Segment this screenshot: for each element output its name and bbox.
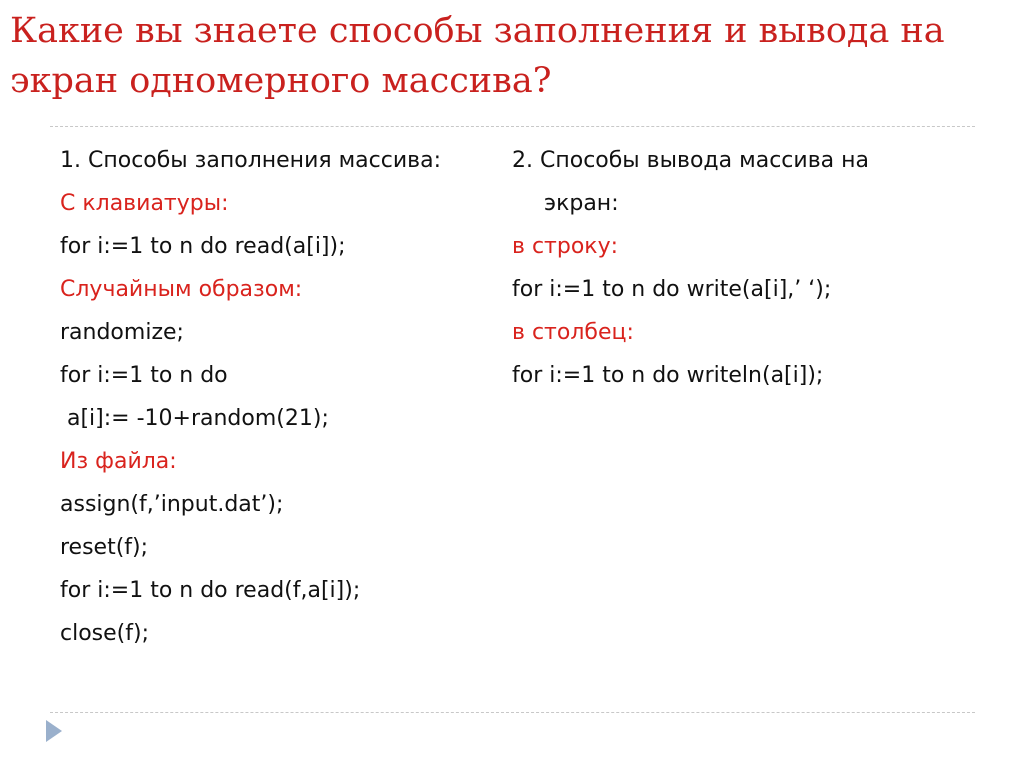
column-output-code: for i:=1 to n do writeln(a[i]); bbox=[512, 363, 824, 388]
file-code-line-2: reset(f); bbox=[60, 535, 149, 560]
file-code-line-1: assign(f,’input.dat’); bbox=[60, 492, 284, 517]
random-code-line-3: a[i]:= -10+random(21); bbox=[60, 406, 329, 431]
output-methods-column bbox=[512, 146, 952, 404]
row-output-label: в строку: bbox=[512, 234, 619, 259]
random-code-line-1: randomize; bbox=[60, 320, 184, 345]
column-output-label: в столбец: bbox=[512, 320, 634, 345]
output-methods-heading: 2. Способы вывода массива на bbox=[512, 148, 869, 173]
keyboard-code: for i:=1 to n do read(a[i]); bbox=[60, 234, 346, 259]
triangle-right-icon[interactable] bbox=[46, 720, 62, 742]
fill-methods-column bbox=[60, 146, 490, 662]
top-divider bbox=[50, 126, 975, 127]
file-code-line-3: for i:=1 to n do read(f,a[i]); bbox=[60, 578, 361, 603]
fill-methods-heading: 1. Способы заполнения массива: bbox=[60, 148, 442, 173]
slide-title: Какие вы знаете способы заполнения и вывода на экран одномерного массива? bbox=[10, 11, 945, 101]
random-label: Случайным образом: bbox=[60, 277, 303, 302]
keyboard-label: С клавиатуры: bbox=[60, 191, 229, 216]
random-code-line-2: for i:=1 to n do bbox=[60, 363, 228, 388]
row-output-code: for i:=1 to n do write(a[i],’ ‘); bbox=[512, 277, 832, 302]
file-label: Из файла: bbox=[60, 449, 177, 474]
file-code-line-4: close(f); bbox=[60, 621, 149, 646]
bottom-divider bbox=[50, 712, 975, 713]
output-methods-heading-cont: экран: bbox=[544, 191, 619, 216]
